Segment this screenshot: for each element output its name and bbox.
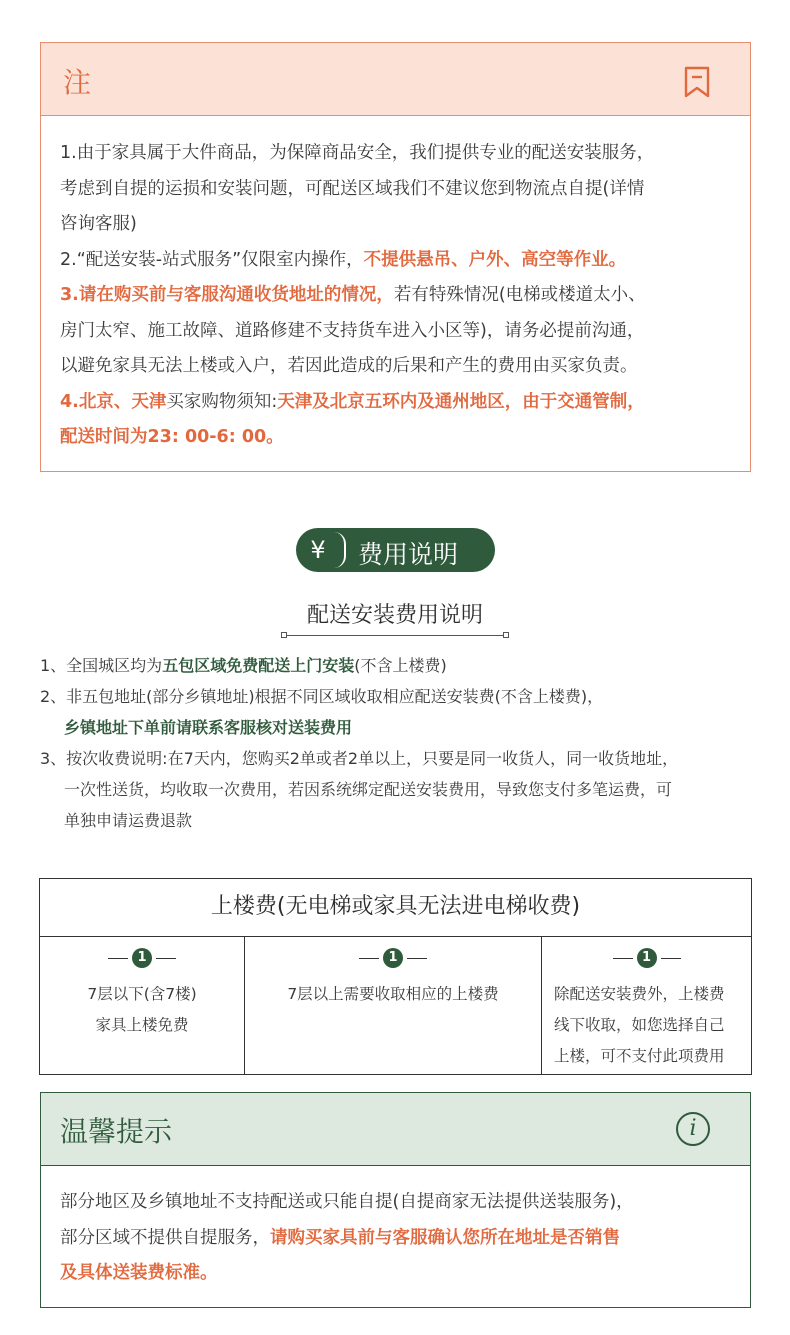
fee-item-1 (40, 650, 760, 681)
step-number: 1 (132, 948, 152, 968)
note-line-4 (60, 243, 732, 279)
note-item-3-highlight: 3.请在购买前与客服沟通收货地址的情况， (60, 285, 394, 305)
info-icon: i (676, 1112, 710, 1146)
fee-subtitle: 配送安装费用说明 (306, 603, 483, 628)
tips-box (40, 1092, 751, 1308)
stairs-table-header: 上楼费(无电梯或家具无法进电梯收费) (40, 879, 751, 937)
stairs-cell-3-line-1: 除配送安装费外，上楼费 (554, 985, 725, 1003)
subtitle-underline (284, 635, 506, 636)
note-header (41, 43, 750, 116)
fee-list (40, 650, 760, 836)
tips-line-2-highlight: 请购买家具前与客服确认您所在地址是否销售 (270, 1227, 620, 1248)
tips-body (41, 1166, 750, 1292)
fee-item-3-line-2: 一次性送货，均收取一次费用，若因系统绑定配送安装费用，导致您支付多笔运费，可 (64, 780, 673, 799)
fee-section-badge (296, 528, 495, 572)
yen-icon: ¥ (310, 536, 326, 564)
note-item-3-text: 若有特殊情况(电梯或楼道太小、 (393, 285, 646, 305)
stairs-cell-1-line-1: 7层以下(含7楼) (87, 985, 197, 1003)
stairs-cell-1-line-2: 家具上楼免费 (95, 1016, 189, 1034)
tips-title: 温馨提示 (60, 1115, 173, 1148)
note-line-7: 以避免家具无法上楼或入户，若因此造成的后果和产生的费用由买家负责。 (60, 356, 638, 376)
stairs-cell-2-line-1: 7层以上需要收取相应的上楼费 (287, 985, 499, 1003)
note-line-5 (60, 278, 732, 314)
note-box (40, 42, 751, 472)
fee-section-title: 费用说明 (358, 540, 459, 569)
bookmark-icon (682, 65, 712, 99)
tips-line-2 (60, 1221, 732, 1257)
tips-line-1: 部分地区及乡镇地址不支持配送或只能自提(自提商家无法提供送装服务)， (60, 1192, 634, 1212)
note-item-4-text: 买家购物须知: (166, 391, 278, 412)
fee-item-1-note: (不含上楼费) (354, 656, 447, 675)
note-line-8 (60, 385, 732, 421)
fee-item-2-highlight: 乡镇地址下单前请联系客服核对送装费用 (64, 718, 353, 737)
stairs-cell-2 (245, 937, 542, 1074)
stairs-cell-3-line-2: 线下收取，如您选择自己 (554, 1016, 725, 1034)
tips-line-2-text: 部分区域不提供自提服务， (60, 1227, 270, 1248)
note-line-3: 咨询客服) (60, 214, 137, 234)
note-line-9: 配送时间为23: 00-6: 00。 (60, 427, 284, 447)
stairs-table-row (40, 937, 751, 1074)
underline-dot-left (281, 632, 287, 638)
note-item-2-highlight: 不提供悬吊、户外、高空等作业。 (363, 249, 627, 270)
note-title: 注 (63, 66, 92, 99)
step-marker (40, 937, 244, 979)
note-item-4-cities: 4.北京、天津 (60, 391, 167, 412)
note-item-2-text: 2.“配送安装-站式服务”仅限室内操作， (60, 249, 364, 270)
stairs-fee-table (39, 878, 752, 1075)
note-body (41, 116, 750, 456)
step-number: 1 (383, 948, 403, 968)
step-marker (245, 937, 541, 979)
fee-item-1-text: 1、全国城区均为 (40, 656, 163, 675)
note-item-4-highlight: 天津及北京五环内及通州地区，由于交通管制， (277, 391, 645, 412)
stairs-cell-3 (542, 937, 751, 1074)
stairs-cell-1 (40, 937, 245, 1074)
stairs-cell-3-line-3: 上楼，可不支付此项费用 (554, 1047, 725, 1065)
fee-item-2: 2、非五包地址(部分乡镇地址)根据不同区域收取相应配送安装费(不含上楼费)， (40, 687, 604, 706)
note-line-6: 房门太窄、施工故障、道路修建不支持货车进入小区等)，请务必提前沟通， (60, 320, 645, 341)
step-number: 1 (637, 948, 657, 968)
underline-dot-right (503, 632, 509, 638)
step-marker (542, 937, 751, 979)
badge-divider (334, 532, 346, 568)
tips-line-3: 及具体送装费标准。 (60, 1263, 218, 1283)
note-line-1: 1.由于家具属于大件商品，为保障商品安全，我们提供专业的配送安装服务， (60, 143, 655, 163)
fee-item-1-highlight: 五包区域免费配送上门安装 (162, 656, 355, 675)
tips-header (41, 1093, 750, 1166)
fee-item-3: 3、按次收费说明:在7天内，您购买2单或者2单以上，只要是同一收货人，同一收货地址， (40, 749, 679, 768)
note-line-2: 考虑到自提的运损和安装问题，可配送区域我们不建议您到物流点自提(详情 (60, 178, 645, 199)
fee-item-3-line-3: 单独申请运费退款 (64, 811, 193, 830)
